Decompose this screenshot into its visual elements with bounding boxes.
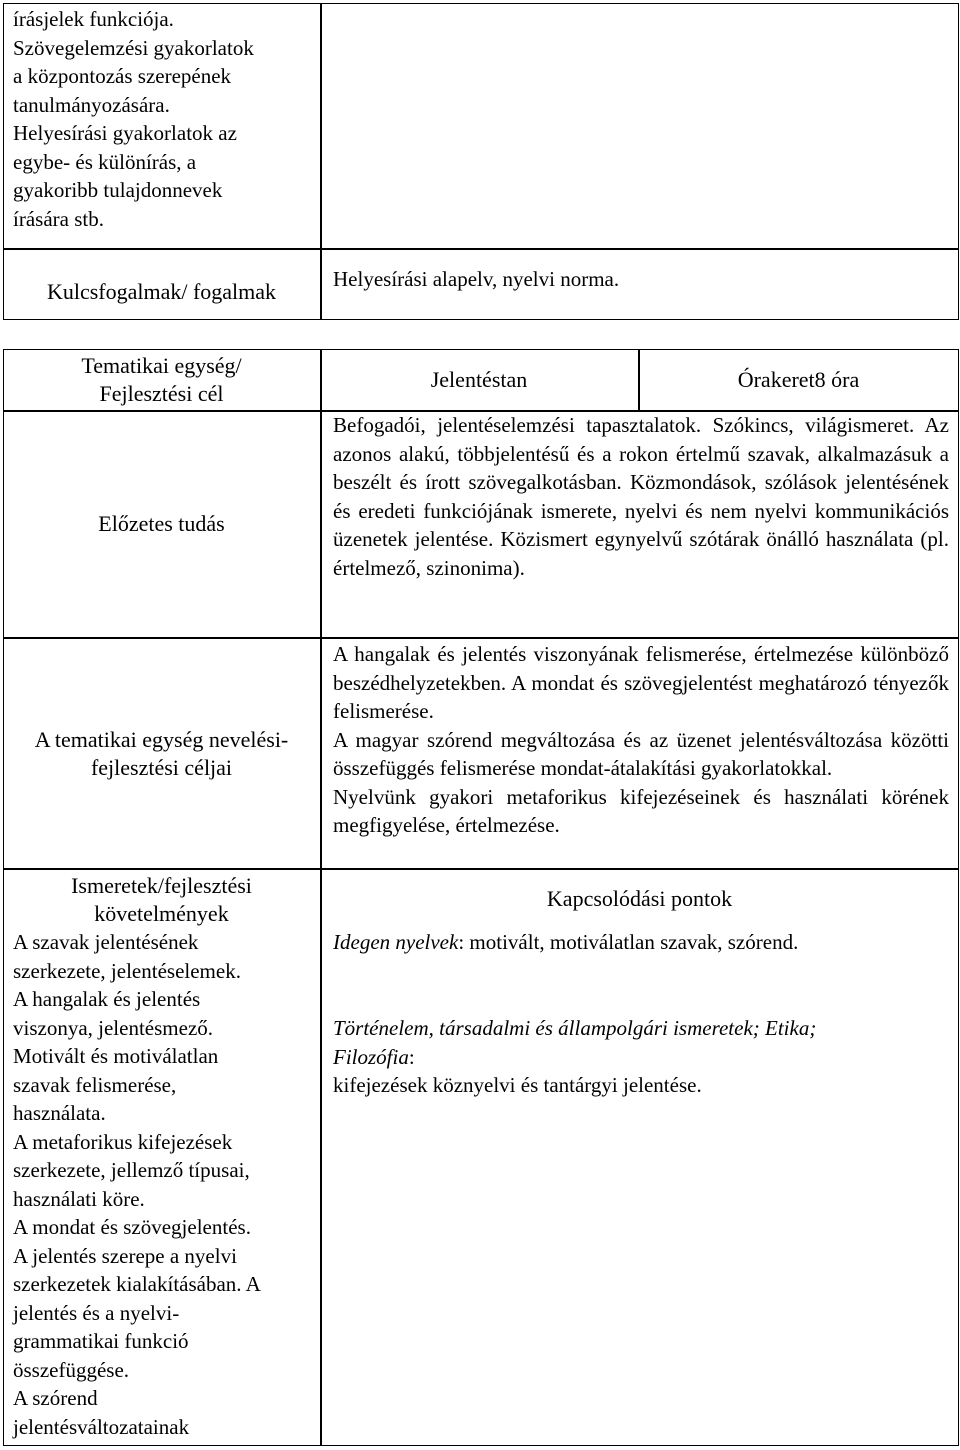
list-item: A szavak jelentésének xyxy=(13,930,199,954)
list-item: jelentés és a nyelvi- xyxy=(13,1300,180,1325)
prior-knowledge-text: Befogadói, jelentéselemzési tapasztalatok. Szókincs, világismeret. Az azonos alakú, többjelentésű és a rokon értelmű szavak, alkalmazásuk a beszélt és írott szövegalkotásban. Közmondások, szólások jelentésének és eredeti funkciójának ismerete, nyelvi és nem nyelvi kommunikációs üzenetek jelentése. Közismert egynyelvű szótárak önálló használata (pl. értelmező, szinonima). xyxy=(333,413,949,580)
list-item: szerkezete, jellemző típusai, xyxy=(13,1158,250,1182)
text-line: gyakoribb tulajdonnevek xyxy=(13,178,223,202)
list-item: A mondat és szövegjelentés. xyxy=(13,1215,251,1239)
requirements-label: Ismeretek/fejlesztési követelmények xyxy=(71,873,252,926)
prior-knowledge-label: Előzetes tudás xyxy=(98,511,225,536)
hours-label: Órakeret8 óra xyxy=(737,367,860,392)
text-line: Szövegelemzési gyakorlatok xyxy=(13,35,254,60)
text-line: tanulmányozására. xyxy=(13,92,170,117)
unit-label: Tematikai egység/ Fejlesztési cél xyxy=(81,353,242,406)
text-line: Helyesírási gyakorlatok az xyxy=(13,121,237,145)
text-line: írásjelek funkciója. xyxy=(13,7,174,31)
key-concepts-value: Helyesírási alapelv, nyelvi norma. xyxy=(333,267,620,291)
list-item: szavak felismerése, xyxy=(13,1072,177,1097)
list-item: használati köre. xyxy=(13,1186,145,1211)
goals-label: A tematikai egység nevelési- fejlesztési céljai xyxy=(34,727,289,780)
carryover-text xyxy=(13,5,318,233)
list-item: szerkezete, jelentéselemek. xyxy=(13,958,241,983)
key-concepts-label: Kulcsfogalmak/ fogalmak xyxy=(46,279,277,304)
connection-colon: : xyxy=(408,1044,415,1069)
table-continuation-divider xyxy=(320,3,322,320)
list-item: Motivált és motiválatlan xyxy=(13,1044,219,1068)
goals-text xyxy=(333,640,949,840)
goals-paragraph: A hangalak és jelentés viszonyának felismerése, értelmezése különböző beszédhelyzetekben. A mondat és szövegjelentést meghatározó tényezők felismerése. xyxy=(333,642,949,723)
list-item: A szórend xyxy=(13,1386,98,1410)
list-item: viszonya, jelentésmező. xyxy=(13,1015,214,1040)
goals-paragraph: A magyar szórend megváltozása és az üzenet jelentésváltozása közötti összefüggés felismerése mondat-átalakítási gyakorlatokkal. xyxy=(333,727,949,780)
list-item: jelentésváltozatainak xyxy=(13,1414,190,1439)
text-line: a központozás szerepének xyxy=(13,64,232,88)
text-line: egybe- és különírás, a xyxy=(13,149,197,174)
connection-subject: Idegen nyelvek xyxy=(333,930,459,954)
list-item: A jelentés szerepe a nyelvi xyxy=(13,1243,237,1268)
goals-paragraph: Nyelvünk gyakori metaforikus kifejezéseinek és használati körének megfigyelése, értelmezése. xyxy=(333,784,949,837)
list-item: A hangalak és jelentés xyxy=(13,987,201,1011)
connection-subject: Történelem, társadalmi és állampolgári ismeretek; Etika; xyxy=(333,1016,817,1040)
list-item: szerkezetek kialakításában. A xyxy=(13,1272,261,1296)
row-divider xyxy=(3,637,959,639)
list-item: A metaforikus kifejezések xyxy=(13,1129,233,1154)
list-item: grammatikai funkció xyxy=(13,1329,189,1353)
connection-history-ethics xyxy=(333,1014,949,1100)
row-divider xyxy=(3,868,959,870)
table-continuation-row-divider xyxy=(3,248,959,250)
text-line: írására stb. xyxy=(13,206,104,231)
connection-subject: Filozófia xyxy=(333,1044,409,1069)
unit-title: Jelentéstan xyxy=(430,367,528,392)
list-item: összefüggése. xyxy=(13,1357,130,1382)
connections-label: Kapcsolódási pontok xyxy=(546,886,733,911)
connection-foreign-languages xyxy=(333,928,949,957)
connection-text: kifejezések köznyelvi és tantárgyi jelentése. xyxy=(333,1073,702,1097)
connection-text: : motivált, motiválatlan szavak, szórend. xyxy=(458,930,799,954)
list-item: használata. xyxy=(13,1101,106,1125)
requirements-list xyxy=(13,928,318,1441)
